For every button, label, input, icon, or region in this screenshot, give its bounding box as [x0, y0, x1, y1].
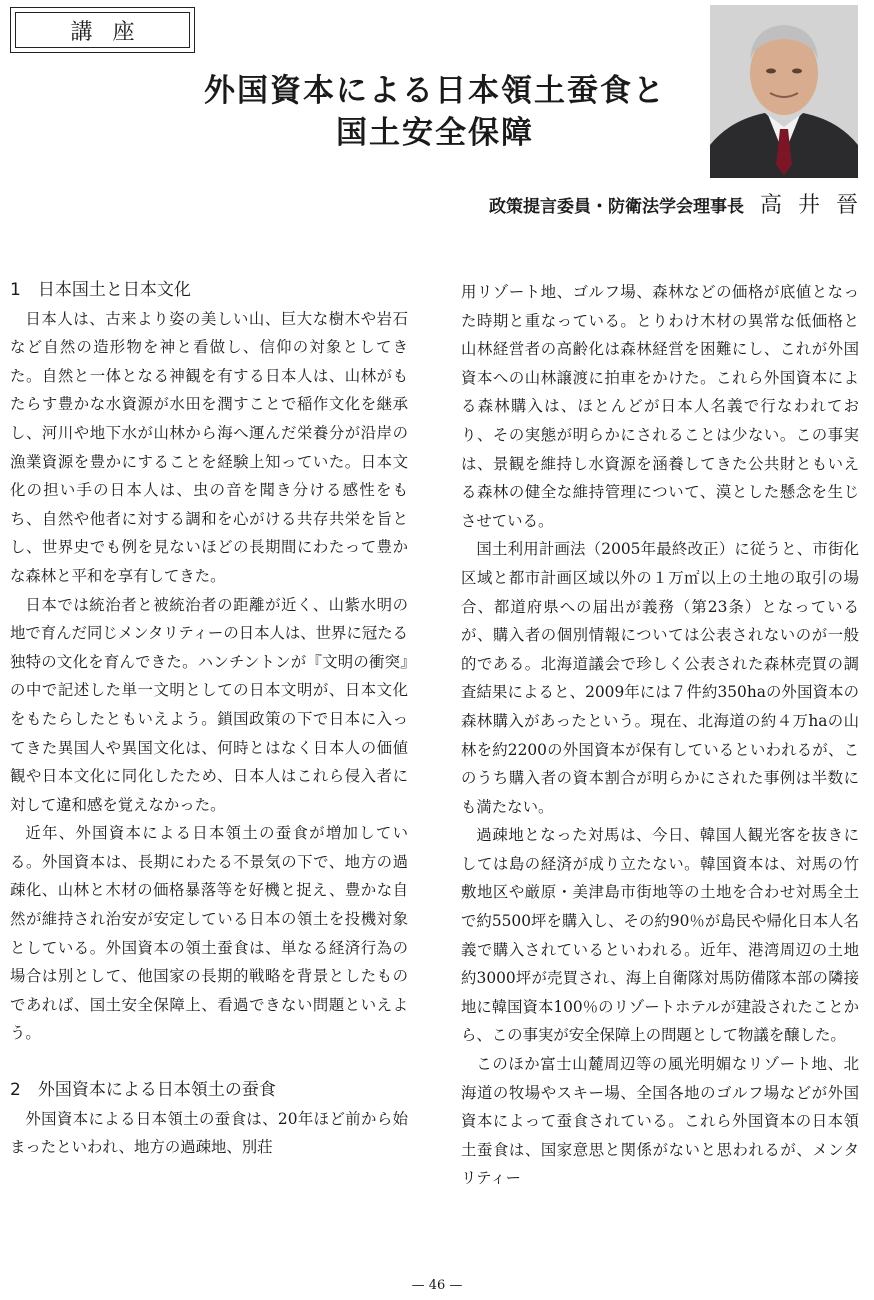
section-label-box: [10, 7, 195, 53]
paragraph-continued: 用リゾート地、ゴルフ場、森林などの価格が底値となった時期と重なっている。とりわけ木材の異常な低価格と山林経営者の高齢化は森林経営を困難にし、これが外国資本への山林譲渡に拍車をかけた。これら外国資本による森林購入は、ほとんどが日本人名義で行なわれており、その実態が明らかにされることは少ない。この事実は、景観を維持し水資源を涵養してきた公共財ともいえる森林の健全な維持管理について、漠とした懸念を生じさせている。: [461, 283, 859, 530]
paragraph: このほか富士山麓周辺等の風光明媚なリゾート地、北海道の牧場やスキー場、全国各地のゴルフ場などが外国資本によって蚕食されている。これら外国資本の日本領土蚕食は、国家意思と関係がないと思われるが、メンタリティー: [461, 1055, 859, 1188]
article-title-line1: 外国資本による日本領土蚕食と: [204, 73, 666, 109]
section-heading-2: 2 外国資本による日本領土の蚕食: [10, 1080, 276, 1101]
section-label: 講座: [15, 12, 190, 48]
paragraph: 国土利用計画法（2005年最終改正）に従うと、市街化区域と都市計画区域以外の１万㎡以上の土地の取引の場合、都道府県への届出が義務（第23条）となっているが、購入者の個別情報については公表されないのが一般的である。北海道議会で珍しく公表された森林売買の調査結果によると、2009年には７件約350haの外国資本の森林購入があったという。現在、北海道の約４万haの山林を約2200の外国資本が保有しているといわれるが、このうち購入者の資本割合が明らかにされた事例は半数にも満たない。: [461, 540, 859, 816]
paragraph: 外国資本による日本領土の蚕食は、20年ほど前から始まったといわれ、地方の過疎地、別荘: [10, 1109, 408, 1157]
paragraph: 日本人は、古来より姿の美しい山、巨大な樹木や岩石など自然の造形物を神と看做し、信仰の対象としてきた。自然と一体となる神観を有する日本人は、山林がもたらす豊かな水資源が水田を潤すことで稲作文化を継承し、河川や地下水が山林から海へ運んだ栄養分が沿岸の漁業資源を豊かにすることを経験上知っていた。日本文化の担い手の日本人は、虫の音を聞き分ける感性をもち、自然や他者に対する調和を心がける共存共栄を旨とし、世界史でも例を見ないほどの長期間にわたって豊かな森林と平和を享有してきた。: [10, 309, 408, 585]
article-title-line2: 国土安全保障: [336, 115, 534, 151]
author-role: 政策提言委員・防衛法学会理事長: [488, 197, 744, 217]
paragraph: 過疎地となった対馬は、今日、韓国人観光客を抜きにしては島の経済が成り立たない。韓国資本は、対馬の竹敷地区や厳原・美津島市街地等の土地を合わせ対馬全土で約5500坪を購入し、その約90％が島民や帰化日本人名義で購入されているといわれる。近年、港湾周辺の土地約3000坪が売買され、海上自衛隊対馬防備隊本部の隣接地に韓国資本100％のリゾートホテルが建設されたことから、この事実が安全保障上の問題として物議を醸した。: [461, 826, 859, 1045]
author-byline: [488, 188, 874, 219]
author-photo: [710, 5, 858, 178]
paragraph: 日本では統治者と被統治者の距離が近く、山紫水明の地で育んだ同じメンタリティーの日本人は、世界に冠たる独特の文化を育んできた。ハンチントンが『文明の衝突』の中で記述した単一文明としての日本文明が、日本文化をもたらしたともいえよう。鎖国政策の下で日本に入ってきた異国人や異国文化は、何時とはなく日本人の価値観や日本文化に同化したため、日本人はこれら侵入者に対して違和感を覚えなかった。: [10, 595, 409, 814]
paragraph: 近年、外国資本による日本領土の蚕食が増加している。外国資本は、長期にわたる不景気の下で、地方の過疎化、山林と木材の価格暴落等を好機と捉え、豊かな自然が維持され治安が安定している日本の領土を投機対象としている。外国資本の領土蚕食は、単なる経済行為の場合は別として、他国家の長期的戦略を背景としたものであれば、国土安全保障上、看過できない問題といえよう。: [10, 824, 408, 1043]
section-heading-1: 1 日本国土と日本文化: [10, 280, 191, 300]
article-title: [140, 70, 730, 154]
page-number: — 46 —: [411, 1278, 463, 1293]
left-column: [10, 276, 408, 1162]
author-portrait-image: [710, 5, 858, 178]
right-column: [461, 278, 859, 1193]
author-name: 高井晉: [759, 193, 874, 218]
